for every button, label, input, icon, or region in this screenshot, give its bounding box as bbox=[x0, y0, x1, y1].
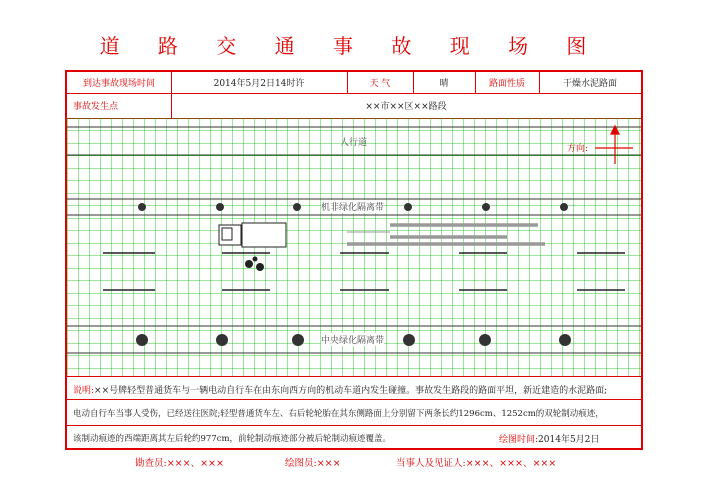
drafter: 绘图员:××× bbox=[285, 458, 341, 469]
description-label: 说明: bbox=[73, 386, 95, 396]
description-line-3: 该制动痕迹的西端距离其左后轮约977cm，前轮制动痕迹部分被后轮制动痕迹覆盖。 bbox=[73, 434, 392, 444]
truck-icon bbox=[219, 223, 286, 247]
inspector: 勘查员:×××、××× bbox=[135, 458, 224, 469]
road-type-label: 路面性质 bbox=[488, 79, 525, 89]
road-type-value: 干燥水泥路面 bbox=[562, 79, 617, 89]
page-title: 道 路 交 通 事 故 现 场 图 bbox=[99, 34, 603, 58]
green-belt-2-label: 中央绿化隔离带 bbox=[321, 333, 384, 346]
description-line-2: 电动自行车当事人受伤，已经送往医院;轻型普通货车左、右后轮轮胎在其东侧路面上分别留下两条长约1296cm、1252cm的双轮制动痕迹， bbox=[73, 409, 604, 419]
location-label: 事故发生点 bbox=[73, 102, 119, 112]
green-belt-1-label: 机非绿化隔离带 bbox=[321, 200, 384, 213]
sidewalk-label: 人行道 bbox=[340, 138, 368, 148]
location-value: ××市××区××路段 bbox=[365, 102, 447, 112]
arrival-time-label: 到达事故现场时间 bbox=[82, 79, 155, 89]
arrival-time-value: 2014年5月2日14时许 bbox=[213, 79, 305, 89]
weather-label: 天 气 bbox=[369, 79, 391, 89]
draw-time: 绘图时间:2014年5月2日 bbox=[499, 435, 600, 445]
accident-form bbox=[65, 70, 643, 450]
direction-label: 方向: bbox=[567, 144, 589, 154]
witness: 当事人及见证人:×××、×××、××× bbox=[396, 458, 557, 469]
weather-value: 晴 bbox=[439, 79, 449, 89]
description-line-1: 说明:××号牌轻型普通货车与一辆电动自行车在由东向西方向的机动车道内发生碰撞。事故发生路段的路面平坦，新近建造的水泥路面; bbox=[73, 386, 608, 396]
